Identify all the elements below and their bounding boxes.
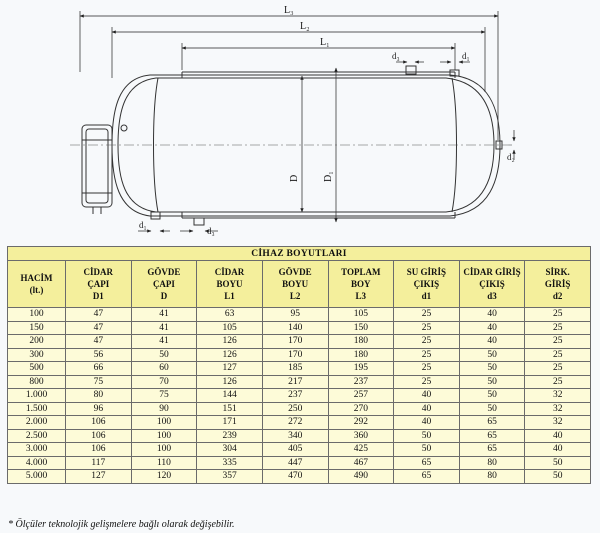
table-cell: 25 xyxy=(525,362,591,376)
table-cell: 80 xyxy=(459,456,525,470)
table-cell: 127 xyxy=(197,362,263,376)
column-header-line: d2 xyxy=(552,291,563,301)
table-cell: 95 xyxy=(262,308,328,322)
table-cell: 50 xyxy=(131,348,197,362)
column-header xyxy=(66,261,132,308)
table-cell: 239 xyxy=(197,429,263,443)
column-header xyxy=(328,261,394,308)
label-l3: L₃ xyxy=(284,5,294,16)
table-cell: 100 xyxy=(131,443,197,457)
table-cell: 75 xyxy=(131,389,197,403)
table-title: CİHAZ BOYUTLARI xyxy=(8,247,591,261)
label-d1: D₁ xyxy=(323,171,334,182)
table-cell: 90 xyxy=(131,402,197,416)
column-header xyxy=(394,261,460,308)
table-cell: 110 xyxy=(131,456,197,470)
table-cell: 40 xyxy=(459,308,525,322)
column-header xyxy=(197,261,263,308)
table-cell: 2.000 xyxy=(8,416,66,430)
column-header-line: L1 xyxy=(224,291,235,301)
table-cell: 185 xyxy=(262,362,328,376)
table-cell: 425 xyxy=(328,443,394,457)
table-row xyxy=(8,389,591,403)
table-header-row xyxy=(8,261,591,308)
column-header-line: D1 xyxy=(92,291,104,301)
table-cell: 292 xyxy=(328,416,394,430)
column-header xyxy=(8,261,66,308)
table-cell: 25 xyxy=(394,348,460,362)
column-header-line: ÇAPI xyxy=(87,279,110,289)
table-cell: 500 xyxy=(8,362,66,376)
table-cell: 300 xyxy=(8,348,66,362)
table-row xyxy=(8,443,591,457)
table-cell: 32 xyxy=(525,389,591,403)
table-cell: 25 xyxy=(394,321,460,335)
column-header-line: CİDAR xyxy=(214,267,245,277)
column-header-line: SİRK. xyxy=(545,267,570,277)
column-header-line: BOYU xyxy=(282,279,309,289)
column-header-line: L2 xyxy=(289,291,301,301)
column-header xyxy=(525,261,591,308)
table-cell: 180 xyxy=(328,335,394,349)
table-cell: 50 xyxy=(459,362,525,376)
dimensions-table-wrap xyxy=(7,246,591,484)
table-cell: 25 xyxy=(525,375,591,389)
table-cell: 1.500 xyxy=(8,402,66,416)
table-cell: 270 xyxy=(328,402,394,416)
table-cell: 65 xyxy=(394,456,460,470)
tank-technical-drawing xyxy=(0,0,600,240)
table-cell: 1.000 xyxy=(8,389,66,403)
table-cell: 65 xyxy=(459,443,525,457)
table-row xyxy=(8,348,591,362)
table-cell: 117 xyxy=(66,456,132,470)
table-row xyxy=(8,362,591,376)
table-cell: 32 xyxy=(525,402,591,416)
table-cell: 800 xyxy=(8,375,66,389)
table-cell: 50 xyxy=(459,389,525,403)
table-cell: 195 xyxy=(328,362,394,376)
column-header-line: d1 xyxy=(421,291,432,301)
table-cell: 335 xyxy=(197,456,263,470)
label-d2: d₂ xyxy=(507,152,515,162)
table-cell: 120 xyxy=(131,470,197,484)
table-cell: 50 xyxy=(459,402,525,416)
label-d1-bottom: d₁ xyxy=(139,220,147,230)
table-cell: 65 xyxy=(394,470,460,484)
column-header-line: HACİM xyxy=(20,273,53,283)
table-cell: 80 xyxy=(459,470,525,484)
dimension-lines xyxy=(80,11,514,231)
table-cell: 106 xyxy=(66,429,132,443)
column-header-line: BOY xyxy=(351,279,371,289)
column-header xyxy=(131,261,197,308)
table-cell: 5.000 xyxy=(8,470,66,484)
table-cell: 40 xyxy=(394,402,460,416)
table-row xyxy=(8,335,591,349)
table-cell: 237 xyxy=(328,375,394,389)
table-cell: 25 xyxy=(394,308,460,322)
table-cell: 257 xyxy=(328,389,394,403)
table-cell: 25 xyxy=(525,348,591,362)
table-cell: 50 xyxy=(525,470,591,484)
table-cell: 272 xyxy=(262,416,328,430)
column-header-line: TOPLAM xyxy=(341,267,381,277)
table-cell: 41 xyxy=(131,335,197,349)
table-cell: 40 xyxy=(394,389,460,403)
table-cell: 126 xyxy=(197,335,263,349)
dimensions-table xyxy=(7,246,591,484)
table-cell: 405 xyxy=(262,443,328,457)
table-cell: 250 xyxy=(262,402,328,416)
column-header-line: ÇIKIŞ xyxy=(479,279,505,289)
table-cell: 50 xyxy=(394,443,460,457)
table-cell: 126 xyxy=(197,348,263,362)
table-cell: 50 xyxy=(459,375,525,389)
table-cell: 40 xyxy=(525,429,591,443)
table-row xyxy=(8,456,591,470)
table-cell: 40 xyxy=(459,321,525,335)
table-cell: 171 xyxy=(197,416,263,430)
table-cell: 100 xyxy=(131,429,197,443)
column-header-line: ÇAPI xyxy=(152,279,175,289)
table-row xyxy=(8,321,591,335)
table-cell: 200 xyxy=(8,335,66,349)
table-cell: 105 xyxy=(197,321,263,335)
table-cell: 66 xyxy=(66,362,132,376)
column-header-line: L3 xyxy=(355,291,367,301)
column-header-line: SU GİRİŞ xyxy=(406,267,447,277)
table-row xyxy=(8,375,591,389)
column-header xyxy=(262,261,328,308)
table-cell: 217 xyxy=(262,375,328,389)
table-cell: 100 xyxy=(131,416,197,430)
table-cell: 41 xyxy=(131,321,197,335)
table-cell: 50 xyxy=(459,348,525,362)
column-header xyxy=(459,261,525,308)
table-cell: 25 xyxy=(525,335,591,349)
table-row xyxy=(8,470,591,484)
table-cell: 144 xyxy=(197,389,263,403)
table-cell: 40 xyxy=(525,443,591,457)
table-cell: 490 xyxy=(328,470,394,484)
dimension-labels xyxy=(139,5,515,236)
table-cell: 151 xyxy=(197,402,263,416)
footnote: * Ölçüler teknolojik gelişmelere bağlı olarak değişebilir. xyxy=(8,519,235,530)
column-header-line: CİDAR xyxy=(83,267,114,277)
table-cell: 106 xyxy=(66,416,132,430)
table-row xyxy=(8,416,591,430)
table-cell: 340 xyxy=(262,429,328,443)
table-cell: 126 xyxy=(197,375,263,389)
label-d1-top: d₁ xyxy=(462,51,470,61)
column-header-line: BOYU xyxy=(216,279,243,289)
table-cell: 47 xyxy=(66,308,132,322)
table-cell: 3.000 xyxy=(8,443,66,457)
column-header-line: d3 xyxy=(487,291,497,301)
table-cell: 50 xyxy=(525,456,591,470)
table-body xyxy=(8,308,591,484)
table-cell: 70 xyxy=(131,375,197,389)
column-header-line: D xyxy=(160,291,168,301)
table-cell: 170 xyxy=(262,335,328,349)
table-row xyxy=(8,402,591,416)
table-cell: 25 xyxy=(394,335,460,349)
table-row xyxy=(8,429,591,443)
table-cell: 50 xyxy=(394,429,460,443)
table-cell: 357 xyxy=(197,470,263,484)
table-cell: 56 xyxy=(66,348,132,362)
table-cell: 25 xyxy=(525,308,591,322)
table-cell: 32 xyxy=(525,416,591,430)
table-cell: 447 xyxy=(262,456,328,470)
table-cell: 65 xyxy=(459,416,525,430)
table-cell: 360 xyxy=(328,429,394,443)
table-cell: 304 xyxy=(197,443,263,457)
table-cell: 63 xyxy=(197,308,263,322)
table-cell: 2.500 xyxy=(8,429,66,443)
table-cell: 106 xyxy=(66,443,132,457)
table-cell: 40 xyxy=(459,335,525,349)
table-cell: 180 xyxy=(328,348,394,362)
table-cell: 60 xyxy=(131,362,197,376)
tank-body xyxy=(70,66,512,225)
table-cell: 170 xyxy=(262,348,328,362)
table-cell: 140 xyxy=(262,321,328,335)
table-cell: 96 xyxy=(66,402,132,416)
table-cell: 127 xyxy=(66,470,132,484)
column-header-line: GİRİŞ xyxy=(544,279,571,289)
label-d: D xyxy=(289,174,300,182)
table-cell: 150 xyxy=(328,321,394,335)
table-cell: 75 xyxy=(66,375,132,389)
table-cell: 150 xyxy=(8,321,66,335)
table-cell: 100 xyxy=(8,308,66,322)
table-cell: 47 xyxy=(66,335,132,349)
column-header-line: ÇIKIŞ xyxy=(413,279,440,289)
table-cell: 41 xyxy=(131,308,197,322)
table-cell: 237 xyxy=(262,389,328,403)
table-cell: 40 xyxy=(394,416,460,430)
column-header-line: (lt.) xyxy=(29,285,44,295)
table-cell: 25 xyxy=(394,375,460,389)
table-cell: 470 xyxy=(262,470,328,484)
label-l2: L₂ xyxy=(300,21,310,32)
table-cell: 105 xyxy=(328,308,394,322)
table-cell: 25 xyxy=(394,362,460,376)
table-row xyxy=(8,308,591,322)
table-cell: 4.000 xyxy=(8,456,66,470)
column-header-line: CİDAR GİRİŞ xyxy=(463,267,521,277)
table-cell: 467 xyxy=(328,456,394,470)
column-header-line: GÖVDE xyxy=(147,267,181,277)
table-cell: 65 xyxy=(459,429,525,443)
label-d3-bottom: d₃ xyxy=(207,226,215,236)
column-header-line: GÖVDE xyxy=(278,267,312,277)
table-cell: 47 xyxy=(66,321,132,335)
table-cell: 80 xyxy=(66,389,132,403)
label-l1: L₁ xyxy=(320,37,330,48)
table-cell: 25 xyxy=(525,321,591,335)
label-d3-top: d₃ xyxy=(392,51,400,61)
